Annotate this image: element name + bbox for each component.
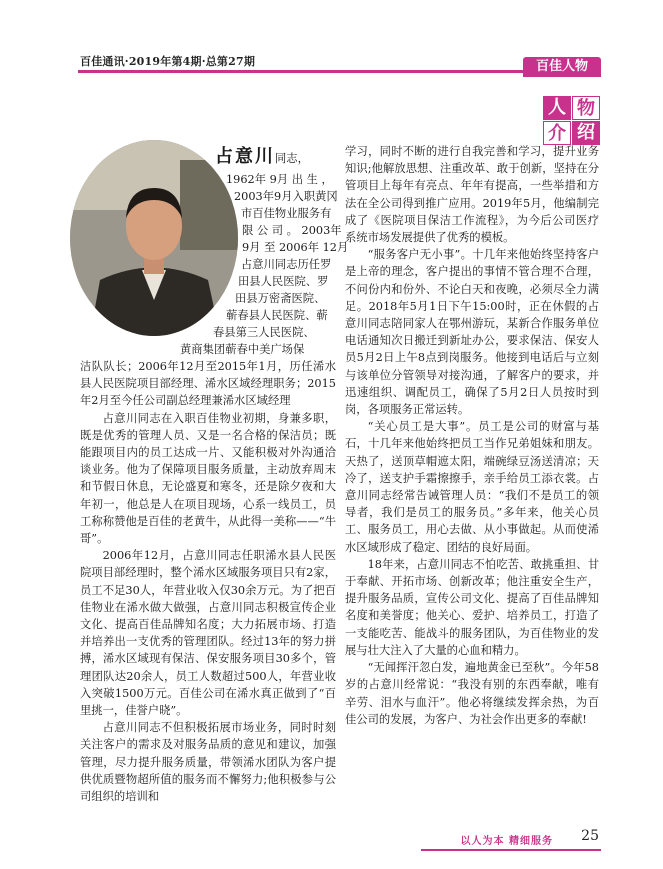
- column-tab: 百佳人物: [523, 57, 601, 77]
- seal-char-3: 介: [543, 121, 571, 145]
- left-paragraph-1: 洁队队长；2006年12月至2015年1月，历任浠水县人民医院项目部经理、浠水区域经理职务；2015年2月至今任公司副总经理兼浠水区域经理: [80, 360, 336, 408]
- left-paragraph-2: 占意川同志在入职百佳物业初期，身兼多职，既是优秀的管理人员、又是一名合格的保洁员；既能跟项目内的员工达成一片、又能积极对外沟通洽谈业务。他为了保障项目服务质量，主动放弃周末和节假日休息，无论盛夏和寒冬，还是除夕夜和大年初一，他总是人在项目现场，心系一线员工，员工称称赞他是百佳的老黄牛，从此得一美称——“牛哥”。: [80, 411, 336, 546]
- intro-line-1: 同志，: [275, 152, 309, 165]
- right-paragraph-3: “关心员工是大事”。员工是公司的财富与基石，十几年来他始终把员工当作兄弟姐妹和朋友。天热了，送顶草帽遮太阳，端碗绿豆汤送清凉；天冷了，送支护手霜擦擦手，亲手给员工添衣裳。占意川同志经常告诫管理人员：“我们不是员工的领导者，我们是员工的服务员。”多年来，他关心员工、服务员工，用心去做、从小事做起。从而使浠水区域形成了稳定、团结的良好局面。: [345, 420, 599, 554]
- issue-header: 百佳通讯·2019年第4期·总第27期: [80, 55, 256, 68]
- intro-line-6: 9月 至 2006年 12月: [242, 241, 349, 254]
- left-paragraph-4: 占意川同志不但积极拓展市场业务，同时时刻关注客户的需求及对服务品质的意见和建议，加强管理，尽力提升服务质量，带领浠水团队为客户提供优质暨物超所值的服务而不懈努力;他积极参与公司组织的培训和: [80, 721, 336, 804]
- intro-line-9: 田县万密斋医院、: [235, 292, 326, 305]
- intro-line-8: 田县人民医院、罗: [238, 275, 329, 288]
- intro-name: [215, 148, 309, 167]
- seal-char-2: 物: [572, 96, 600, 120]
- right-paragraph-4: 18年来，占意川同志不怕吃苦、敢挑重担、甘于奉献、开拓市场、创新改革；他注重安全生产，提升服务品质，宣传公司文化、提高了百佳品牌知名度和美誉度；他关心、爱护、培养员工，打造了一支能吃苦、能战斗的服务团队，为百佳物业的发展与壮大注入了大量的心血和精力。: [345, 557, 599, 657]
- intro-line-12: 黄商集团蕲春中美广场保: [180, 343, 305, 356]
- intro-line-3: 2003年9月入职黄冈: [234, 190, 338, 203]
- portrait-photo: [70, 140, 238, 336]
- right-paragraph-1: 学习，同时不断的进行自我完善和学习，提升业务知识;他解放思想、注重改革、敢于创新，坚持在分管项目上每年有亮点、年年有提高，一些举措和方法在全公司得到推广应用。2019年5月，他编制完成了《医院项目保洁工作流程》，为今后公司医疗系统市场发展提供了优秀的模板。: [345, 145, 599, 245]
- right-column: [345, 143, 599, 728]
- footer-rule: [421, 849, 601, 851]
- person-name: 占意川: [215, 146, 275, 167]
- intro-line-11: 春县第三人民医院、: [213, 326, 315, 339]
- footer-slogan: 以人为本 精细服务: [460, 836, 553, 847]
- right-paragraph-2: “服务客户无小事”。十几年来他始终坚持客户是上帝的理念，客户提出的事情不管合理不合理，不问份内和份外、不论白天和夜晚，必须尽全力满足。2018年5月1日下午15:00时，正在休假的占意川同志陪同家人在鄂州游玩，某新合作服务单位电话通知次日搬迁到新址办公，要求保洁、保安人员5月2日上午8点到岗服务。他接到电话后与立刻与该单位分管领导对接沟通，了解客户的要求，并迅速组织、调配员工，确保了5月2日人员按时到岗，各项服务正常运转。: [345, 248, 599, 417]
- intro-line-10: 蕲春县人民医院、蕲: [226, 309, 328, 322]
- intro-line-5: 限 公 司 。 2003年: [242, 224, 342, 237]
- left-paragraph-3: 2006年12月，占意川同志任职浠水县人民医院项目部经理时，整个浠水区域服务项目只有2家，员工不足30人，年营业收入仅30余万元。为了把百佳物业在浠水做大做强，占意川同志积极宣传企业文化、提高百佳品牌知名度；大力拓展市场、打造并培养出一支优秀的管理团队。经过13年的努力拼搏，浠水区域现有保洁、保安服务项目30多个，管理团队达20余人，员工人数超过500人，年营业收入突破1500万元。百佳公司在浠水真正做到了“百里挑一，佳誉户晓”。: [80, 549, 336, 718]
- seal-char-4: 绍: [572, 121, 600, 145]
- right-paragraph-5: “无闻挥汗忽白发，遍地黄金已至秋”。今年58岁的占意川经常说：“我没有别的东西奉献，唯有辛劳、泪水与血汗”。他必将继续发挥余热，为百佳公司的发展，为客户、为社会作出更多的奉献!: [345, 661, 599, 726]
- portrait-illustration: [70, 140, 238, 336]
- seal-char-1: 人: [543, 96, 571, 120]
- left-column: [80, 358, 336, 805]
- intro-line-7: 占意川同志历任罗: [241, 258, 332, 271]
- intro-line-4: 市百佳物业服务有: [241, 207, 332, 220]
- intro-line-2: 1962年 9月 出 生 ，: [226, 173, 333, 186]
- page-number: 25: [581, 828, 599, 844]
